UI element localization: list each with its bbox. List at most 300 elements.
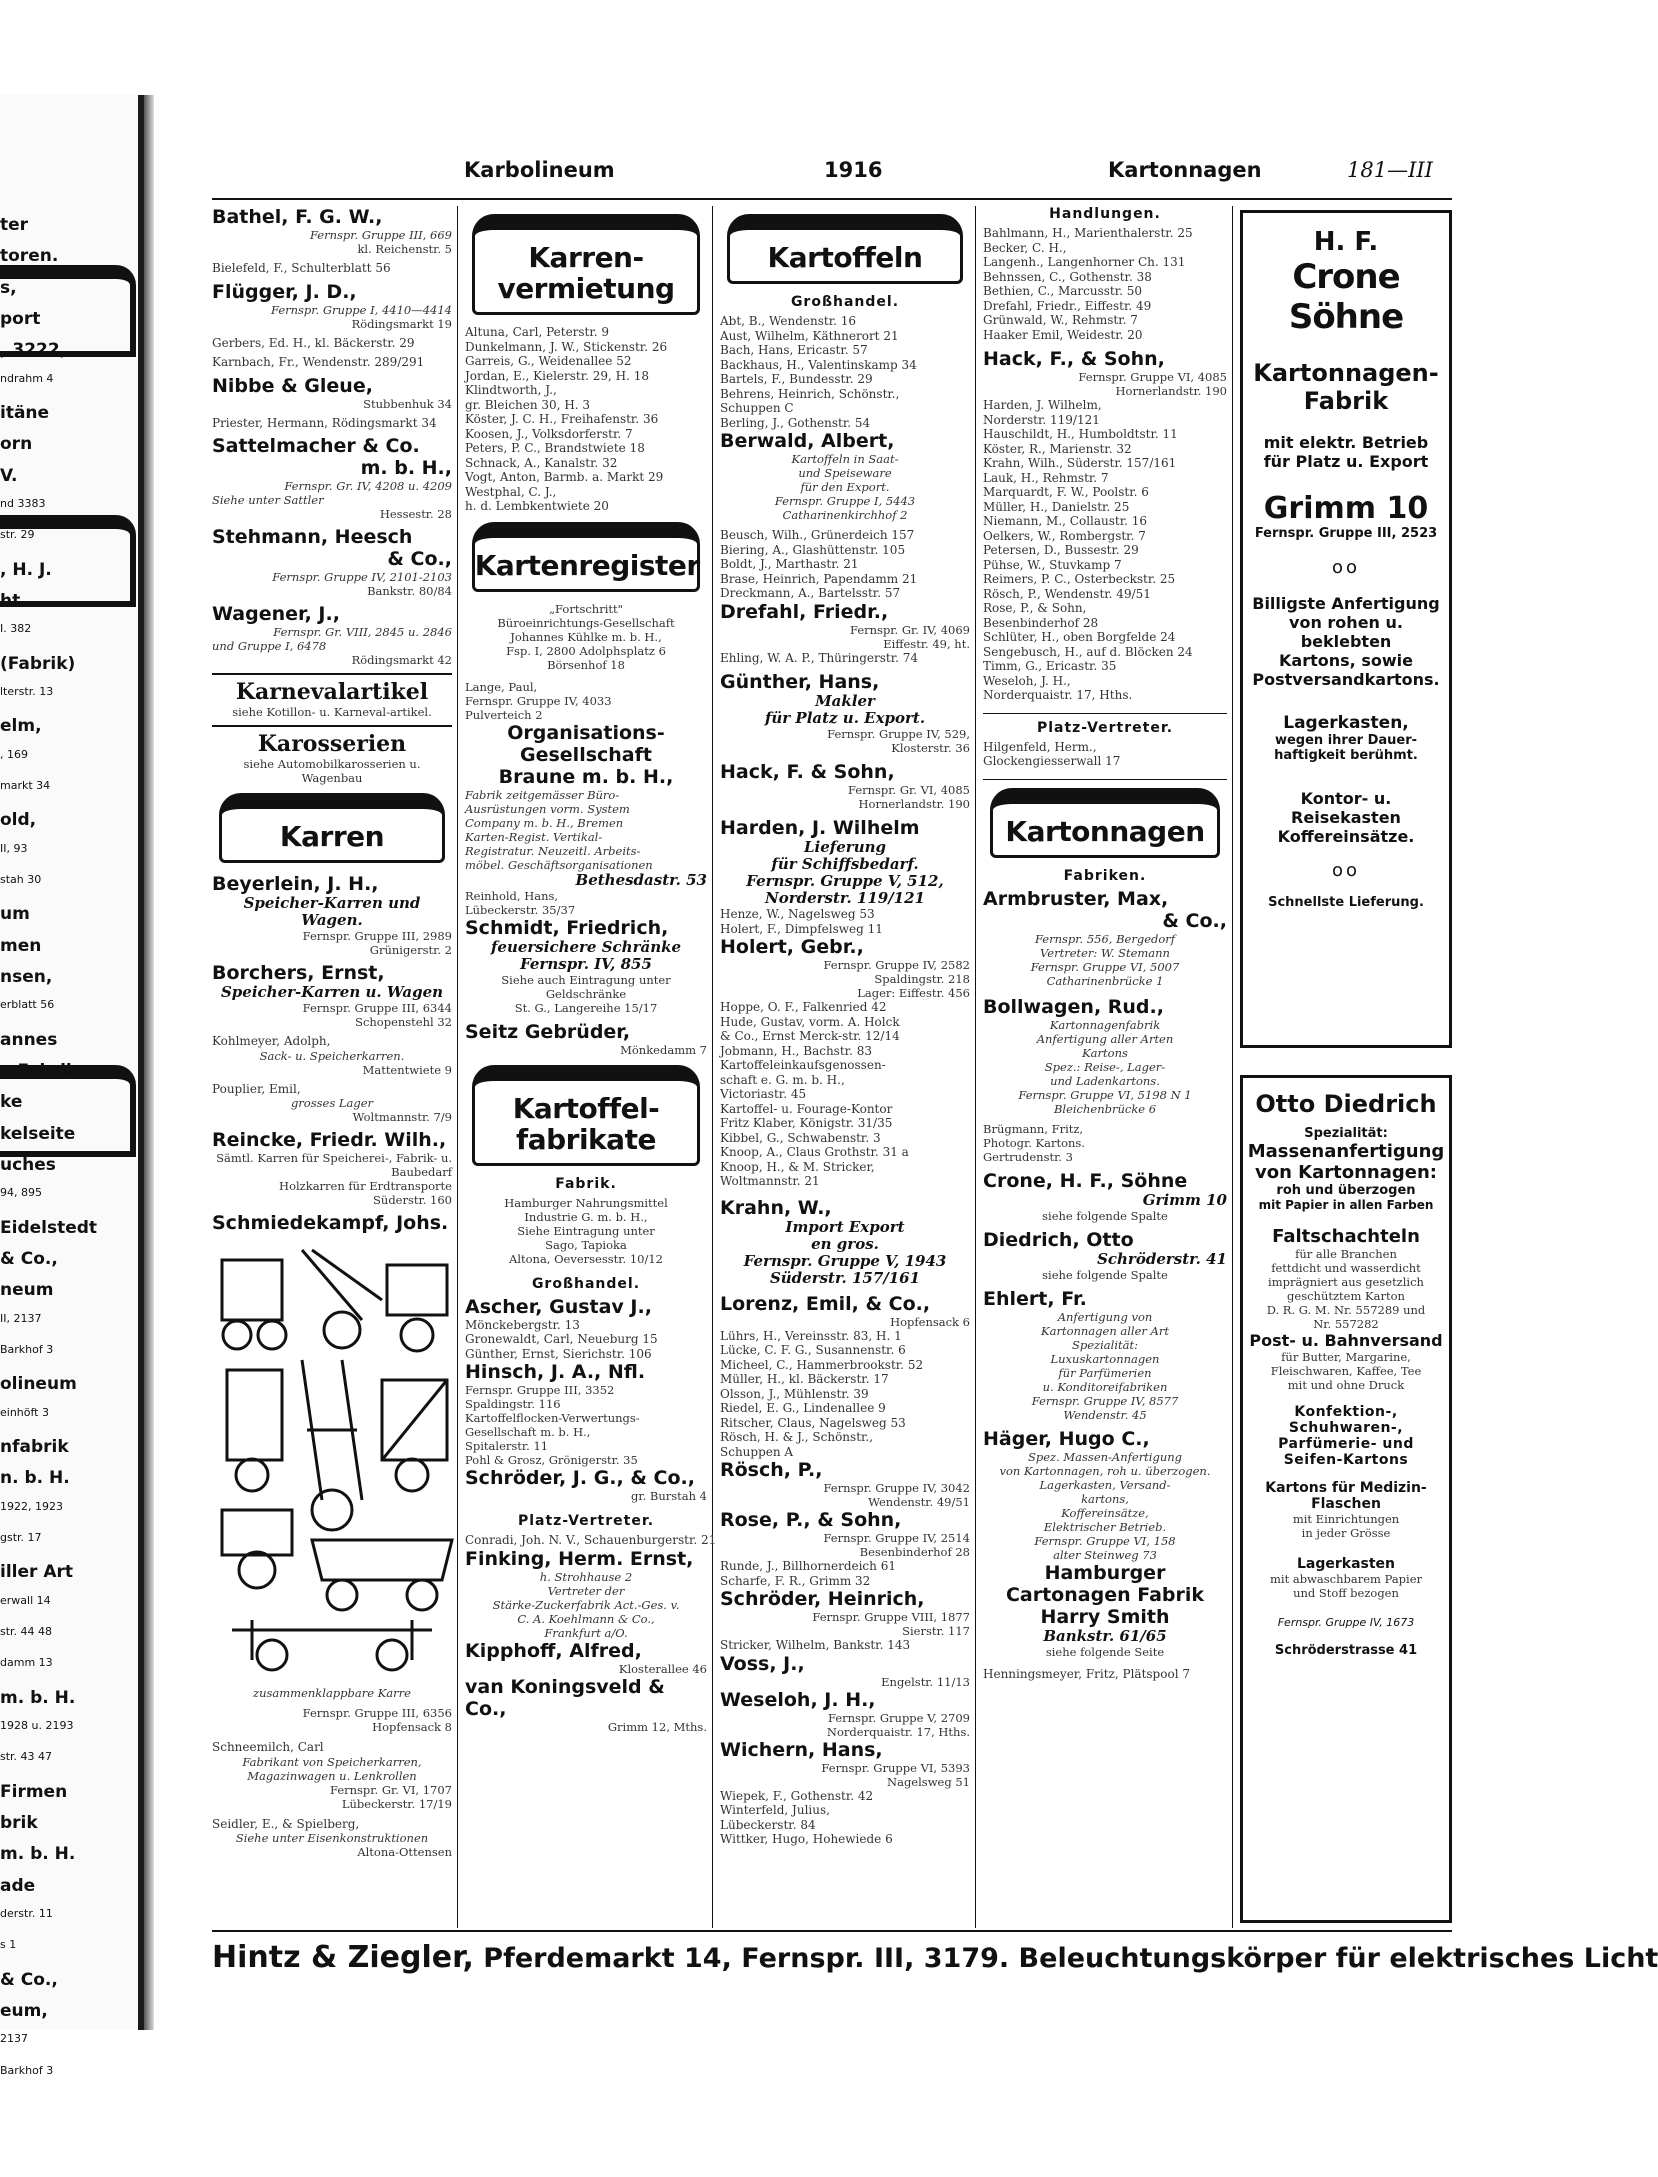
ad-line: mit und ohne Druck: [1287, 1378, 1405, 1392]
listing-detail: für Parfümerien: [1058, 1365, 1152, 1380]
listing-line: Petersen, D., Bussestr. 29: [983, 543, 1139, 557]
listing-detail: und Gruppe I, 6478: [212, 639, 327, 653]
listing-address: Bethesdastr. 53: [575, 870, 707, 889]
listing-detail: Fernspr. Gruppe VI, 5198 N 1: [1018, 1087, 1192, 1102]
listing-line: Gerbers, Ed. H., kl. Bäckerstr. 29: [212, 335, 415, 350]
listing-line: Rösch, P., Wendenstr. 49/51: [983, 586, 1151, 601]
listing-detail: Spez.: Reise-, Lager-: [1044, 1059, 1166, 1074]
company-name: Sattelmacher & Co.: [212, 435, 420, 457]
company-name: & Co.,: [387, 548, 452, 570]
listing-entry: [212, 1082, 452, 1125]
listing-detail: Catharinenbrücke 1: [1046, 973, 1164, 988]
listing-line: Norderstr. 119/121: [983, 412, 1100, 427]
listing-detail: Fernspr. Gruppe III, 2989: [302, 929, 452, 943]
listing-detail: Hessestr. 28: [379, 507, 452, 521]
listing-detail: Woltmannstr. 7/9: [352, 1110, 452, 1124]
listing-detail: Kartonnagen aller Art: [1041, 1323, 1169, 1338]
listing-detail: Besenbinderhof 28: [859, 1545, 970, 1559]
listing-line: Reimers, P. C., Osterbeckstr. 25: [983, 572, 1176, 586]
listing-line: Rose, P., & Sohn,: [983, 601, 1087, 615]
company-name: m. b. H.,: [360, 457, 452, 479]
listing-detail: Anfertigung von: [1057, 1309, 1153, 1324]
spacer: [465, 672, 707, 680]
cross-reference: siehe Kotillon- u. Karneval-artikel.: [232, 705, 432, 719]
left-page-fragment-text: , H. J.: [0, 560, 52, 580]
ad-line: in jeder Grösse: [1301, 1526, 1391, 1540]
listing-detail: Fernspr. Gruppe III, 669: [309, 228, 452, 242]
footer-advertisement: [212, 1940, 1658, 1975]
listing-line: Vogt, Anton, Barmb. a. Markt 29: [465, 470, 664, 484]
left-page-fragment-text: str. 29: [0, 528, 35, 541]
listing-line: Timm, G., Ericastr. 35: [983, 659, 1117, 673]
ad-line: Koffereinsätze.: [1277, 827, 1415, 846]
left-page-fragment-text: lterstr. 13: [0, 685, 54, 698]
left-page-fragment-text: nd 3383: [0, 497, 46, 510]
listing-line: Hoppe, O. F., Falkenried 42: [720, 1000, 887, 1014]
listing-detail: Fernspr. Gruppe IV, 8577: [1031, 1393, 1179, 1408]
listing-line: Drefahl, Friedr., Eiffestr. 49: [983, 298, 1152, 313]
listing-line: Riedel, E. G., Lindenallee 9: [720, 1401, 886, 1415]
left-page-fragment-text: elm,: [0, 716, 42, 736]
listing-specialty: für Platz u. Export.: [764, 709, 926, 727]
company-name: Schmiedekampf, Johs.: [212, 1212, 449, 1234]
ad-line: oo: [1331, 860, 1361, 881]
ad-line: von Kartonnagen:: [1254, 1162, 1437, 1183]
listing-line: Büroeinrichtungs-Gesellschaft: [497, 615, 675, 630]
listing-detail: Holzkarren für Erdtransporte: [279, 1179, 452, 1193]
left-page-fragment-text: Barkhof 3: [0, 2064, 54, 2077]
listing-detail: Sack- u. Speicherkarren.: [259, 1048, 405, 1063]
left-page-fragment-text: kelseite: [0, 1124, 76, 1144]
left-page-fragment-text: m. b. H.: [0, 1844, 76, 1864]
listing-specialty: Import Export: [785, 1217, 905, 1236]
otto-diedrich-advertisement: [1240, 1075, 1452, 1923]
listing-detail: Stärke-Zuckerfabrik Act.-Ges. v.: [492, 1597, 680, 1612]
company-name: Wagener, J.,: [212, 603, 340, 625]
header-year: 1916: [824, 158, 883, 182]
listing-line: Pühse, W., Stuvkamp 7: [983, 557, 1122, 572]
left-page-fragment-text: ade: [0, 1876, 36, 1896]
listing-detail: Fernspr. Gr. IV, 4069: [849, 622, 970, 637]
ad-line: für Butter, Margarine,: [1281, 1350, 1411, 1364]
listing-line: Biering, A., Glashüttenstr. 105: [720, 542, 906, 557]
listing-detail: Stubbenhuk 34: [363, 396, 452, 411]
listing-detail: Sago, Tapioka: [545, 1237, 627, 1252]
listing-detail: Fernspr. Gruppe IV, 3042: [823, 1481, 970, 1495]
karrenvermietung-banner-text: Karren-: [528, 241, 644, 274]
left-page-fragment-text: derstr. 11: [0, 1907, 53, 1920]
company-name: Bollwagen, Rud.,: [983, 995, 1164, 1018]
company-name: Krahn, W.,: [720, 1196, 832, 1219]
ad-line: oo: [1331, 557, 1361, 578]
company-name: Organisations-: [507, 721, 665, 744]
listing-line: Henningsmeyer, Fritz, Plätspool 7: [983, 1666, 1190, 1681]
listing-detail: Fabrikant von Speicherkarren, Magazinwagen u. Lenkrollen: [242, 1754, 422, 1783]
listing-line: gr. Bleichen 30, H. 3: [465, 397, 591, 412]
listing-detail: für den Export.: [800, 480, 890, 494]
ad-line: Fabrik: [1303, 387, 1389, 415]
company-name: Kipphoff, Alfred,: [465, 1639, 642, 1662]
listing-detail: Fernspr. Gr. VI, 4085: [847, 783, 970, 797]
listing-detail: Fernspr. Gruppe V, 2709: [827, 1710, 970, 1725]
ad-line: Crone Söhne: [1288, 257, 1404, 337]
listing-detail: möbel. Geschäftsorganisationen: [465, 857, 653, 872]
column-2: [465, 206, 717, 1928]
listing-line: Knoop, A., Claus Grothstr. 31 a: [720, 1145, 909, 1159]
listing-detail: Schopenstehl 32: [355, 1015, 452, 1029]
listing-address: Engelstr. 11/13: [881, 1674, 970, 1689]
listing-line: Gronewaldt, Carl, Neueburg 15: [465, 1332, 658, 1346]
left-page-fragment-text: & Co.,: [0, 1970, 58, 1990]
left-page-fragment-text: 94, 895: [0, 1186, 42, 1199]
listing-line: Backhaus, H., Valentinskamp 34: [720, 357, 917, 372]
listing-line: Bahlmann, H., Marienthalerstr. 25: [983, 226, 1193, 240]
listing-detail: Registratur. Neuzeitl. Arbeits-: [465, 843, 641, 858]
listing-line: h. d. Lembkentwiete 20: [465, 499, 609, 513]
subsection-title: Fabrik.: [555, 1175, 617, 1192]
listing-detail: Sämtl. Karren für Speicherei-, Fabrik- u. Baubedarf: [216, 1151, 452, 1179]
header-right-keyword: Kartonnagen: [1108, 158, 1262, 182]
header-rule: [212, 198, 1452, 200]
left-page-fragment-text: ter: [0, 215, 29, 235]
listing-line: Boldt, J., Marthastr. 21: [720, 557, 859, 571]
ad-line: Fernspr. Gruppe IV, 1673: [1277, 1616, 1415, 1629]
company-name: Bathel, F. G. W.,: [212, 206, 383, 228]
listing-detail: Lübeckerstr. 17/19: [341, 1796, 452, 1811]
column-3: [720, 206, 970, 1928]
listing-line: Olsson, J., Mühlenstr. 39: [720, 1386, 869, 1401]
listing-detail: Rödingsmarkt 42: [351, 653, 452, 667]
company-name: Schröder, J. G., & Co.,: [465, 1467, 695, 1489]
ad-line: Kartons für Medizin-: [1265, 1480, 1427, 1496]
listing-line: Johannes Kühlke m. b. H.,: [510, 629, 662, 644]
handcart-engraving: [212, 1240, 462, 1680]
listing-detail: Luxuskartonnagen: [1050, 1351, 1160, 1366]
listing-line: Seidler, E., & Spielberg,: [212, 1816, 360, 1831]
listing-address: gr. Burstah 4: [630, 1489, 707, 1503]
ad-line: Konfektion-,: [1294, 1404, 1398, 1420]
listing-detail: Lager: Eiffestr. 456: [857, 986, 970, 1000]
listing-specialty: feuersichere Schränke: [490, 937, 682, 956]
listing-line: Jobmann, H., Bachstr. 83: [720, 1043, 872, 1058]
ad-line: Kontor- u. Reisekasten: [1291, 789, 1401, 827]
left-page-fragment-text: itäne: [0, 403, 50, 423]
listing-detail: Siehe unter Sattler: [212, 493, 324, 507]
company-name: Crone, H. F., Söhne: [983, 1169, 1188, 1192]
left-page-fragment-text: & Co.,: [0, 1249, 58, 1269]
company-name: Beyerlein, J. H.,: [212, 873, 379, 895]
ad-line: geschütztem Karton: [1287, 1289, 1405, 1303]
listing-specialty: Makler: [815, 692, 875, 710]
cross-reference: siehe folgende Spalte: [1042, 1267, 1168, 1282]
listing-address: Grimm 10: [1142, 1190, 1227, 1209]
company-name: Braune m. b. H.,: [498, 765, 674, 788]
divider: [983, 779, 1227, 780]
listing-line: Micheel, C., Hammerbrookstr. 52: [720, 1357, 924, 1372]
listing-address: Grimm 12, Mths.: [607, 1719, 707, 1734]
listing-detail: Fernspr. Gruppe I, 4410—4414: [270, 302, 452, 317]
left-page-fragment-text: uches: [0, 1155, 56, 1175]
listing-line: & Co., Ernst Merck-str. 12/14: [720, 1029, 900, 1043]
company-name: Häger, Hugo C.,: [983, 1427, 1150, 1450]
column-rule: [712, 206, 713, 1928]
book-gutter: [144, 95, 154, 2030]
company-name: Hamburger: [1044, 1561, 1166, 1584]
listing-detail: Fernspr. Gruppe VIII, 1877: [812, 1610, 970, 1624]
left-page-fragment-text: s,: [0, 278, 17, 298]
listing-detail: Bankstr. 80/84: [367, 584, 452, 598]
company-name: Hinsch, J. A., Nfl.: [465, 1361, 646, 1383]
company-name: Borchers, Ernst,: [212, 962, 385, 984]
left-page-fragment-text: II, 93: [0, 842, 28, 855]
karosserien-section: [212, 725, 452, 785]
company-name: Günther, Hans,: [720, 671, 880, 693]
left-page-fragment-text: um: [0, 904, 30, 924]
listing-line: Spitalerstr. 11: [465, 1439, 549, 1453]
company-name: & Co.,: [1162, 909, 1227, 932]
left-page-fragment-text: Firmen: [0, 1782, 68, 1802]
ad-line: wegen ihrer Dauer-: [1274, 733, 1418, 748]
divider: [983, 713, 1227, 714]
company-name: Finking, Herm. Ernst,: [465, 1547, 694, 1570]
ad-line: mit abwaschbarem Papier: [1269, 1572, 1423, 1586]
listing-line: Koosen, J., Volksdorferstr. 7: [465, 426, 633, 441]
listing-line: Schuppen C: [720, 401, 794, 415]
listing-line: Müller, H., kl. Bäckerstr. 17: [720, 1372, 889, 1386]
kartoffeln-banner: [727, 214, 963, 284]
company-name: Holert, Gebr.,: [720, 936, 864, 958]
listing-line: Ehling, W. A. P., Thüringerstr. 74: [720, 650, 919, 665]
left-page-fragment-text: 2137: [0, 2032, 28, 2045]
company-name: Hack, F., & Sohn,: [983, 348, 1165, 370]
left-page-fragment-text: damm 13: [0, 1656, 53, 1669]
listing-detail: Catharinenkirchhof 2: [782, 508, 908, 522]
listing-line: Brase, Heinrich, Papendamm 21: [720, 571, 918, 586]
kartoffelfabrikate-banner: [472, 1065, 701, 1166]
listing-line: Bartels, F., Bundesstr. 29: [720, 372, 873, 386]
listing-line: Henze, W., Nagelsweg 53: [720, 907, 875, 921]
company-name: Drefahl, Friedr.,: [720, 600, 889, 623]
left-page-fragment-text: iller Art: [0, 1562, 73, 1582]
listing-detail: St. G., Langereihe 15/17: [514, 1000, 658, 1015]
company-name: Cartonagen Fabrik: [1005, 1583, 1205, 1606]
listing-specialty: Fernspr. Gruppe V, 512,: [746, 872, 944, 890]
column-1: [212, 206, 452, 1928]
left-page-fragment-text: port: [0, 309, 41, 329]
left-page-fragment-text: neum: [0, 1280, 54, 1300]
listing-line: Müller, H., Danielstr. 25: [983, 499, 1130, 514]
listing-detail: Nagelsweg 51: [887, 1774, 970, 1789]
listing-line: Peters, P. C., Brandstwiete 18: [465, 441, 645, 455]
listing-line: Haaker Emil, Weidestr. 20: [983, 327, 1143, 342]
listing-detail: Fernspr. Gruppe IV, 529,: [827, 727, 970, 741]
left-page-fragment-text: ht: [0, 591, 21, 611]
left-page-fragment-text: Eidelstedt: [0, 1218, 98, 1238]
company-name: Gesellschaft: [520, 743, 652, 766]
ad-line: H. F.: [1313, 227, 1379, 257]
listing-line: Kibbel, G., Schwabenstr. 3: [720, 1130, 881, 1145]
listing-detail: Elektrischer Betrieb.: [1043, 1519, 1167, 1534]
left-page-fragment-text: n. b. H.: [0, 1468, 70, 1488]
listing-line: Becker, C. H.,: [983, 240, 1067, 255]
listing-line: Lübeckerstr. 84: [720, 1817, 816, 1832]
listing-line: Hilgenfeld, Herm.,: [983, 739, 1097, 754]
listing-line: Lücke, C. F. G., Susannenstr. 6: [720, 1343, 906, 1357]
listing-line: Grünwald, W., Rehmstr. 7: [983, 313, 1138, 327]
listing-line: Reinhold, Hans,: [465, 888, 559, 903]
listing-detail: h. Strohhause 2: [539, 1569, 633, 1584]
company-name: Schmidt, Friedrich,: [465, 916, 669, 939]
ad-line: Nr. 557282: [1313, 1317, 1379, 1331]
listing-detail: Spez. Massen-Anfertigung: [1027, 1449, 1183, 1464]
crone-soehne-advertisement: [1240, 210, 1452, 1048]
listing-detail: Fernspr. Gruppe IV, 2101-2103: [272, 570, 452, 584]
listing-address: Hopfensack 6: [890, 1314, 970, 1329]
company-name: Harry Smith: [1040, 1605, 1170, 1628]
ad-line: Schuhwaren-,: [1288, 1420, 1404, 1436]
listing-detail: Sierstr. 117: [902, 1624, 970, 1638]
ad-line: für Platz u. Export: [1263, 452, 1429, 471]
left-page-fragment-text: V.: [0, 466, 18, 486]
left-page-fragment-text: nsen,: [0, 967, 53, 987]
directory-page: [212, 140, 1658, 2020]
listing-detail: Lagerkasten, Versand-: [1039, 1477, 1171, 1492]
cross-reference: siehe folgende Spalte: [1042, 1208, 1168, 1223]
left-page-fragment-text: str. 44 48: [0, 1625, 53, 1638]
listing-specialty: Norderstr. 119/121: [765, 889, 925, 907]
listing-address: Schröderstr. 41: [1097, 1249, 1227, 1268]
listing-line: Gesellschaft m. b. H.,: [465, 1425, 591, 1439]
kartoffelfabrikate-banner-text: Kartoffel-: [512, 1091, 660, 1125]
listing-detail: Altona-Ottensen: [357, 1845, 452, 1859]
subsection-title: Handlungen.: [1049, 206, 1161, 222]
listing-line: Brügmann, Fritz,: [983, 1121, 1084, 1136]
kartonnagen-banner: [990, 788, 1220, 858]
subsection-title: Platz-Vertreter.: [1036, 719, 1174, 736]
listing-detail: Fernspr. 556, Bergedorf: [1034, 931, 1176, 946]
left-page-fragment-text: erblatt 56: [0, 998, 55, 1011]
listing-entry: [212, 873, 452, 957]
listing-line: Pohl & Grosz, Grönigerstr. 35: [465, 1453, 638, 1467]
listing-line: „Fortschritt": [549, 601, 623, 616]
listing-line: Köster, J. C. H., Freihafenstr. 36: [465, 412, 659, 426]
listing-line: Oelkers, W., Rombergstr. 7: [983, 528, 1146, 543]
listing-line: Photogr. Kartons.: [983, 1135, 1085, 1150]
kartenregister-banner-text: Kartenregister: [474, 548, 700, 582]
karren-banner-text: Karren: [279, 820, 385, 853]
listing-line: Schneemilch, Carl: [212, 1740, 324, 1754]
listing-line: Weseloh, J. H.,: [983, 673, 1071, 688]
listing-detail: Siehe Eintragung unter: [517, 1223, 655, 1238]
listing-detail: u. Konditoreifabriken: [1042, 1379, 1168, 1394]
listing-line: Besenbinderhof 28: [983, 615, 1099, 630]
listing-line: Börsenhof 18: [547, 657, 625, 672]
listing-entry: [212, 526, 452, 598]
listing-specialty: en gros.: [811, 1234, 879, 1253]
footer-rule: [212, 1930, 1452, 1932]
listing-line: Kartoffel- u. Fourage-Kontor: [720, 1101, 893, 1116]
ad-line: Billigste Anfertigung: [1252, 594, 1440, 613]
ad-line: imprägniert aus gesetzlich: [1268, 1275, 1424, 1289]
company-name: van Koningsveld & Co.,: [465, 1675, 665, 1720]
listing-detail: Fernspr. Gruppe IV, 2582: [823, 958, 970, 972]
listing-detail: Anfertigung aller Arten: [1036, 1031, 1174, 1046]
listing-detail: Hopfensack 8: [372, 1720, 452, 1734]
listing-entry: [212, 261, 452, 276]
listing-detail: Ausrüstungen vorm. System: [465, 801, 630, 816]
ad-line: roh und überzogen: [1276, 1183, 1416, 1198]
listing-detail: Norderquaistr. 17, Hths.: [826, 1724, 970, 1739]
listing-line: Lauk, H., Rehmstr. 7: [983, 470, 1109, 485]
listing-line: Knoop, H., & M. Stricker,: [720, 1159, 875, 1174]
ad-line: Seifen-Kartons: [1283, 1452, 1409, 1468]
listing-entry: [212, 281, 452, 331]
listing-detail: Fernspr. Gruppe V, 1943: [743, 1251, 947, 1270]
ad-line: mit Einrichtungen: [1292, 1512, 1400, 1526]
left-page-fragment-text: m. b. H.: [0, 1688, 76, 1708]
left-page-fragment-text: str. 43 47: [0, 1750, 53, 1763]
listing-line: Gertrudenstr. 3: [983, 1149, 1073, 1164]
listing-detail: Frankfurt a/O.: [544, 1625, 628, 1640]
ad-line: Flaschen: [1311, 1496, 1381, 1512]
listing-line: Runde, J., Billhornerdeich 61: [720, 1559, 896, 1573]
listing-detail: kartons,: [1081, 1491, 1129, 1506]
ad-line: Massenanfertigung: [1247, 1141, 1445, 1162]
listing-line: Spaldingstr. 116: [465, 1397, 561, 1411]
left-page-fragment-text: brik: [0, 1813, 38, 1833]
listing-specialty: Lieferung: [804, 838, 886, 856]
listing-line: Pulverteich 2: [465, 707, 543, 722]
listing-line: Schlüter, H., oben Borgfelde 24: [983, 630, 1176, 644]
listing-detail: Fernspr. Gruppe III, 6356: [302, 1706, 452, 1720]
left-page-fragment: [0, 95, 144, 2077]
listing-entry: [212, 435, 452, 521]
left-page-fragment-text: e Fabrik,: [0, 1061, 84, 1081]
kartenregister-banner: [472, 522, 701, 592]
cross-reference: siehe Automobilkarosserien u. Wagenbau: [243, 757, 421, 785]
listing-detail: Siehe auch Eintragung unter: [501, 972, 671, 987]
listing-line: Conradi, Joh. N. V., Schauenburgerstr. 21: [465, 1533, 717, 1547]
left-page-fragment-text: old,: [0, 810, 37, 830]
listing-detail: Süderstr. 157/161: [769, 1268, 921, 1287]
left-page-fragment-text: 1928 u. 2193: [0, 1719, 74, 1732]
listing-detail: Kartons: [1082, 1045, 1128, 1060]
listing-detail: Eiffestr. 49, ht.: [883, 636, 970, 651]
listing-detail: Industrie G. m. b. H.,: [524, 1209, 648, 1224]
ad-line: Spezialität:: [1304, 1126, 1388, 1141]
listing-line: Garreis, G., Weidenallee 52: [465, 354, 632, 368]
listing-detail: Fernspr. Gr. VIII, 2845 u. 2846: [273, 625, 452, 639]
listing-line: Hauschildt, H., Humboldtstr. 11: [983, 427, 1178, 441]
listing-line: Fernspr. Gruppe III, 3352: [465, 1383, 615, 1397]
ad-line: von rohen u. beklebten: [1289, 613, 1403, 651]
listing-line: Marquardt, F. W., Poolstr. 6: [983, 485, 1149, 499]
company-name: Wichern, Hans,: [720, 1738, 883, 1761]
listing-detail: Karten-Regist. Vertikal-: [465, 829, 603, 844]
listing-detail: Kartonnagenfabrik: [1049, 1017, 1161, 1032]
listing-detail: Spaldingstr. 218: [874, 972, 970, 986]
left-page-fragment-text: eum,: [0, 2001, 48, 2021]
listing-line: Niemann, M., Collaustr. 16: [983, 514, 1148, 528]
kartoffeln-banner-text: Kartoffeln: [767, 241, 923, 274]
listing-detail: Fernspr. Gruppe III, 6344: [302, 1001, 452, 1015]
listing-line: schaft e. G. m. b. H.,: [720, 1072, 845, 1087]
left-page-fragment-text: annes: [0, 1030, 58, 1050]
listing-line: Krahn, Wilh., Süderstr. 157/161: [983, 456, 1177, 470]
karrenvermietung-banner: [472, 214, 701, 315]
ad-line: Parfümerie- und: [1278, 1436, 1414, 1452]
subsection-title: Großhandel.: [790, 294, 900, 310]
